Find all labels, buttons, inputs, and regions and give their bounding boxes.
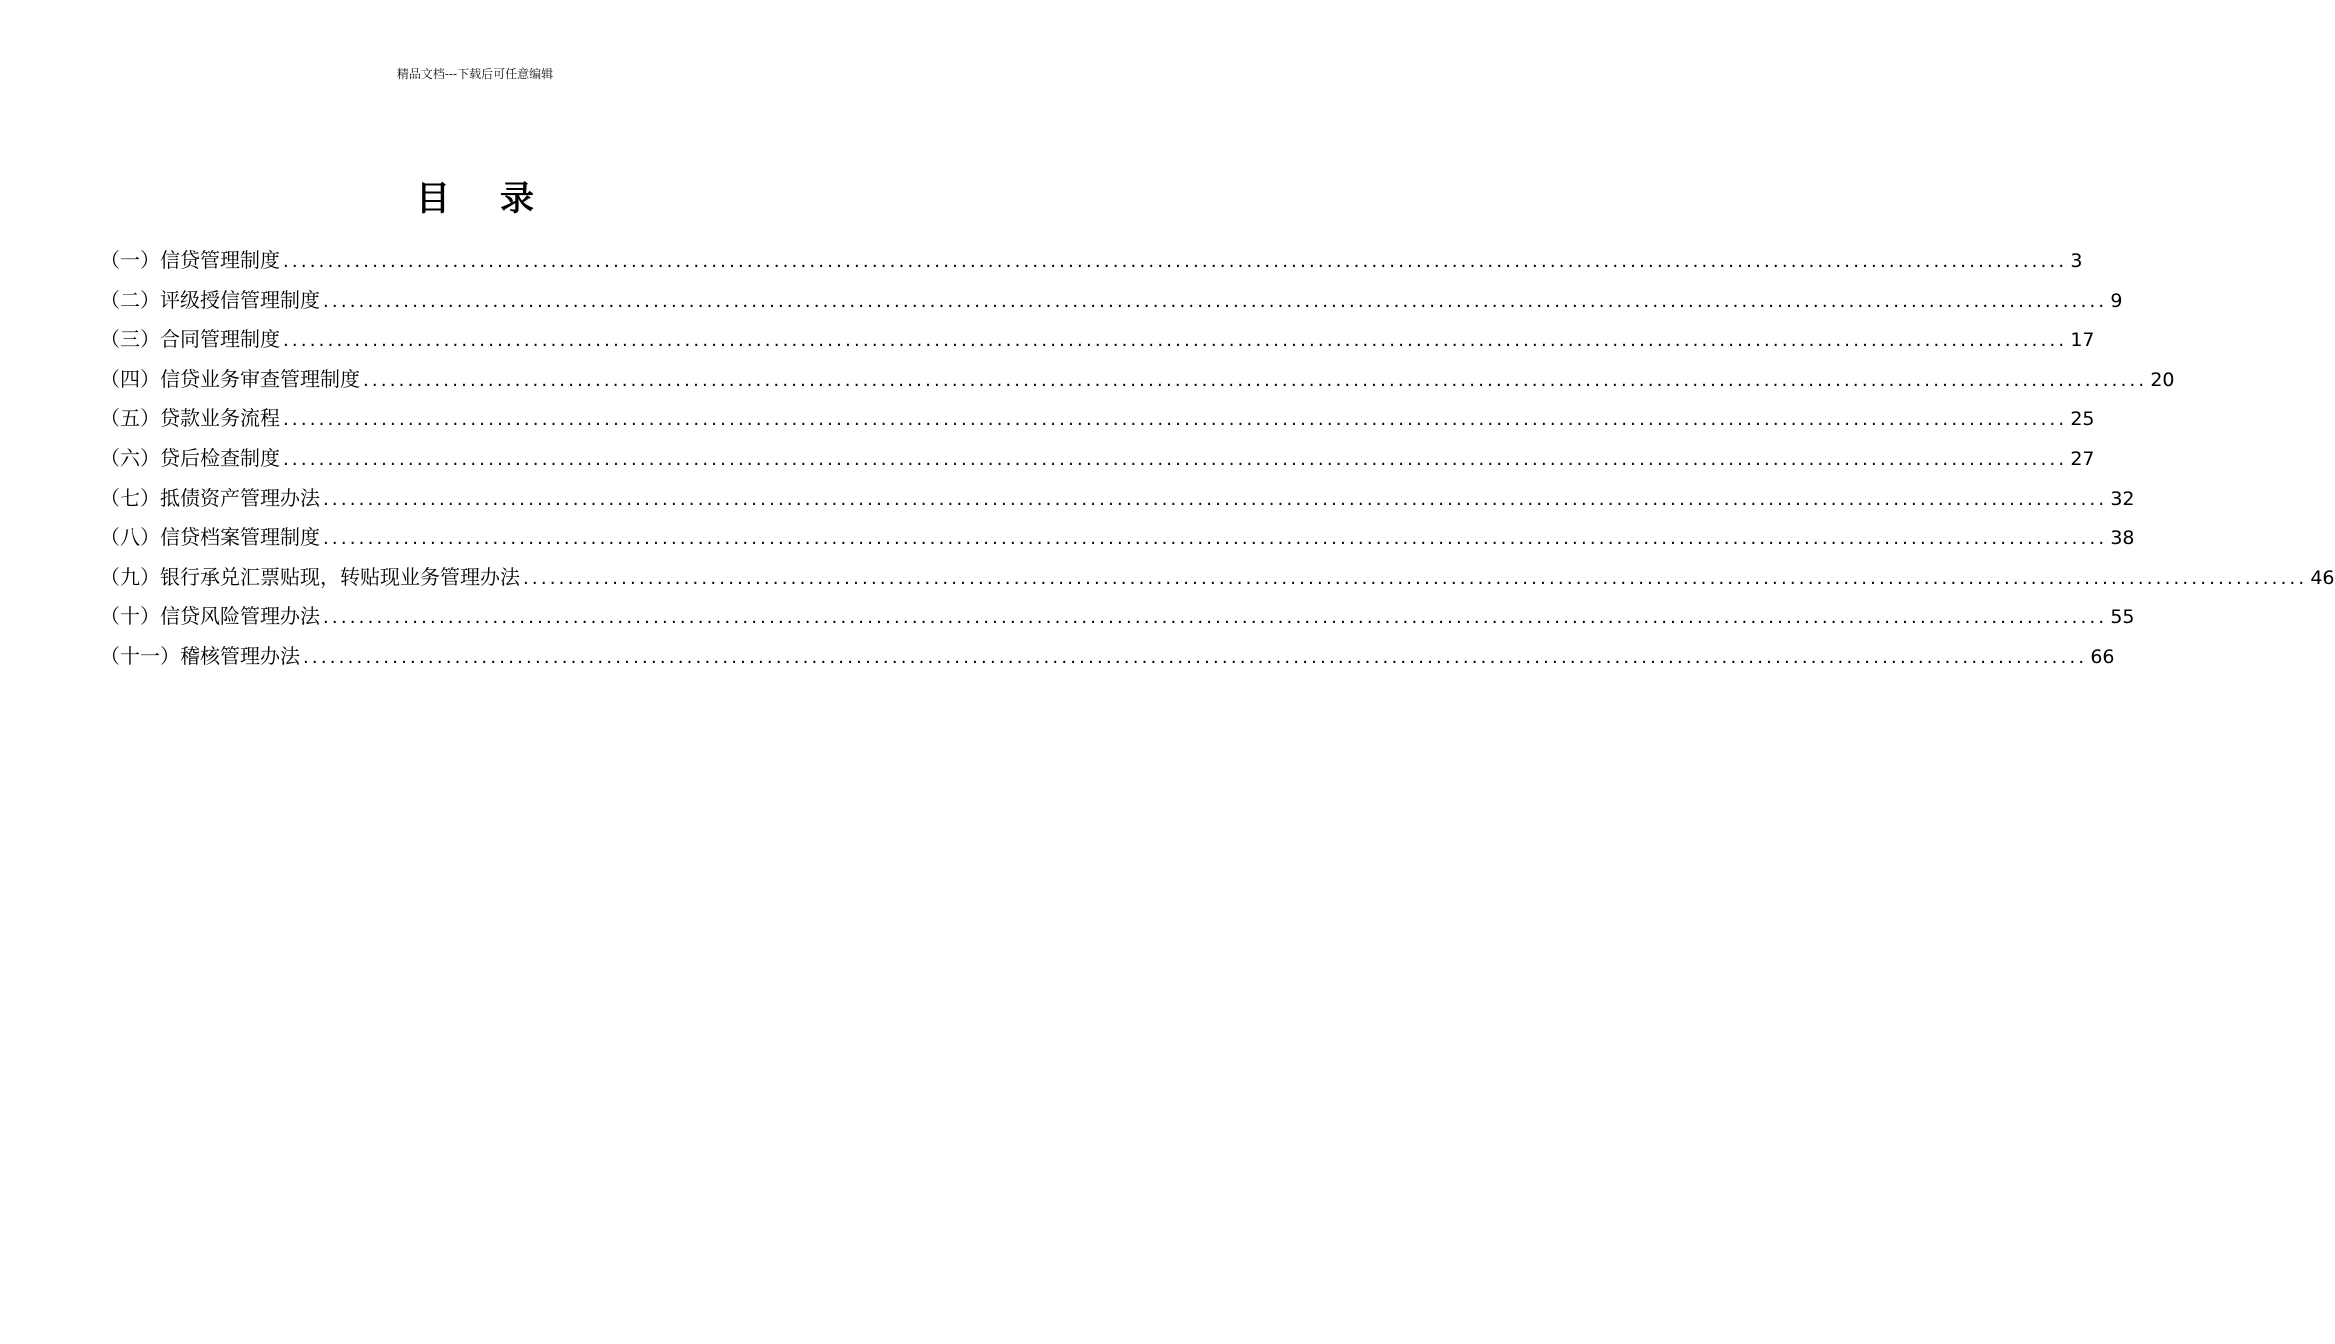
toc-entry-page: 46 [2310,566,2335,589]
toc-entry-label: （七）抵债资产管理办法 [100,485,320,510]
toc-entry-label: （三）合同管理制度 [100,327,280,352]
toc-entry-page: 9 [2110,289,2123,312]
toc-entry[interactable] [100,282,2123,322]
toc-entry-label: （一）信贷管理制度 [100,248,280,272]
toc-entry-page: 55 [2110,606,2135,629]
page-header: 精品文档---下载后可任意编辑 [396,67,554,81]
toc-entry[interactable] [100,559,2335,599]
toc-entry-label: （四）信贷业务审查管理制度 [100,366,360,391]
toc-entry[interactable] [100,361,2175,401]
toc-leader-dots: ........................................................................................................................................................................................................ [323,290,2108,312]
toc-entry-label: （六）贷后检查制度 [100,445,280,470]
toc-leader-dots: ........................................................................................................................................................................................................ [323,528,2108,550]
toc-leader-dots: ........................................................................................................................................................................................................ [283,409,2068,431]
toc-entry-page: 32 [2110,487,2135,510]
toc-title: 目录 [416,179,584,219]
toc-list [100,242,2335,678]
toc-entry-label: （十）信贷风险管理办法 [100,604,320,629]
toc-entry[interactable] [100,321,2095,361]
toc-entry-page: 17 [2070,329,2095,352]
toc-entry[interactable] [100,519,2135,559]
toc-entry[interactable] [100,400,2095,440]
toc-leader-dots: ........................................................................................................................................................................................................ [523,567,2308,589]
toc-entry-page: 25 [2070,408,2095,431]
toc-entry-label: （十一）稽核管理办法 [100,643,300,668]
toc-leader-dots: ........................................................................................................................................................................................................ [283,251,2068,272]
toc-entry-label: （五）贷款业务流程 [100,406,280,431]
toc-entry-page: 20 [2150,368,2175,391]
toc-entry-label: （九）银行承兑汇票贴现，转贴现业务管理办法 [100,564,520,589]
toc-leader-dots: ........................................................................................................................................................................................................ [283,330,2068,352]
toc-entry[interactable] [100,638,2115,678]
toc-entry[interactable] [100,598,2135,638]
toc-entry-label: （八）信贷档案管理制度 [100,525,320,550]
toc-entry-page: 38 [2110,527,2135,550]
toc-entry-page: 66 [2090,645,2115,668]
toc-entry-page: 27 [2070,447,2095,470]
toc-leader-dots: ........................................................................................................................................................................................................ [323,607,2108,629]
toc-leader-dots: ........................................................................................................................................................................................................ [283,448,2068,470]
toc-leader-dots: ........................................................................................................................................................................................................ [303,646,2088,668]
toc-entry[interactable] [100,440,2095,480]
toc-entry[interactable] [100,480,2135,520]
toc-entry-page: 3 [2070,250,2083,272]
toc-leader-dots: ........................................................................................................................................................................................................ [363,369,2148,391]
toc-entry[interactable] [100,242,2083,282]
toc-leader-dots: ........................................................................................................................................................................................................ [323,488,2108,510]
toc-entry-label: （二）评级授信管理制度 [100,287,320,312]
